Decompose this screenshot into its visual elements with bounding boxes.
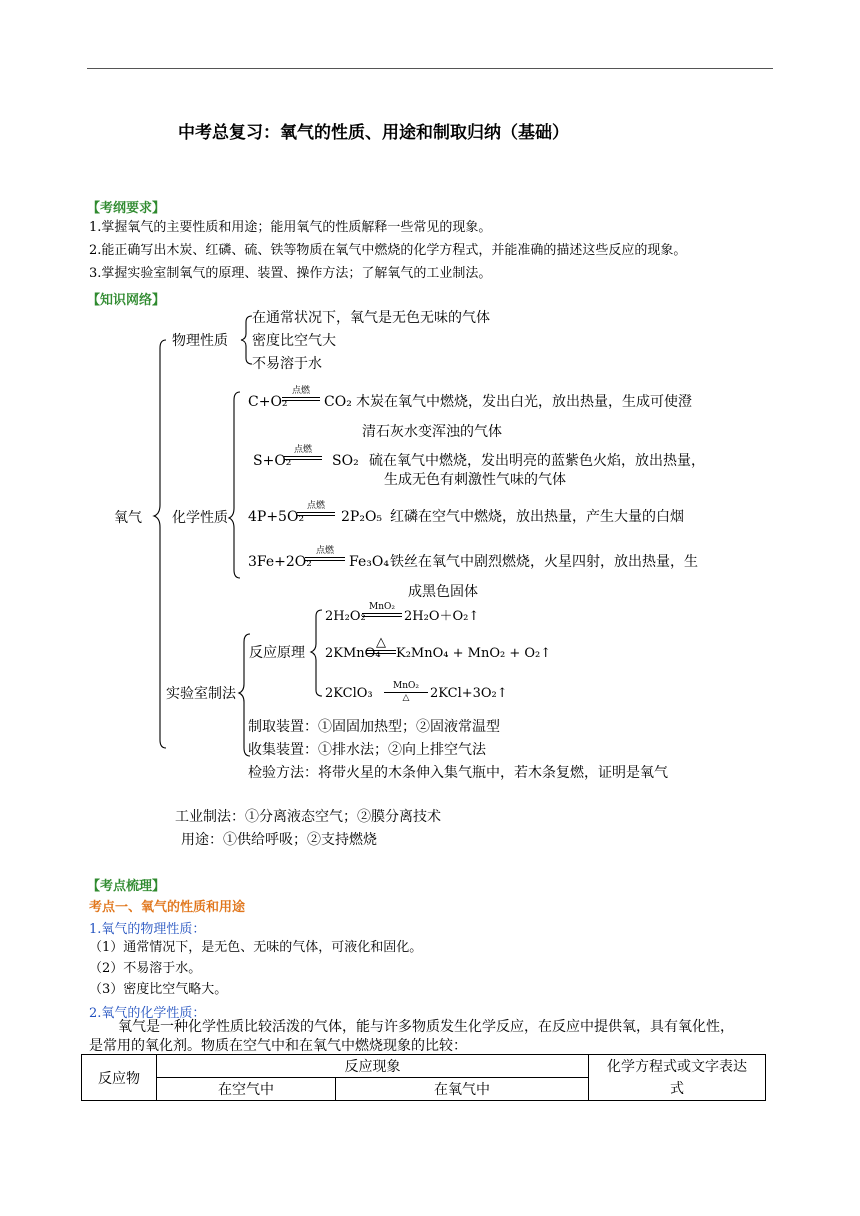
kaogang-heading: 【考纲要求】 bbox=[87, 201, 166, 216]
brace-principle bbox=[311, 610, 322, 696]
reaction-2-condition: 点燃 bbox=[284, 445, 322, 460]
lab-apparatus: 制取装置：①固固加热型；②固液常温型 bbox=[248, 719, 500, 735]
physical-item-1: 在通常状况下，氧气是无色无味的气体 bbox=[252, 310, 490, 326]
lab-eq-1-left: 2H₂O₂ bbox=[325, 609, 366, 624]
reaction-1-left: C+O₂ bbox=[248, 394, 288, 410]
physical-item-3: 不易溶于水 bbox=[252, 356, 322, 372]
reaction-2-desc-cont: 生成无色有刺激性气味的气体 bbox=[384, 472, 566, 488]
reaction-1-condition: 点燃 bbox=[282, 386, 320, 401]
reaction-1-right: CO₂ bbox=[324, 394, 352, 410]
reaction-3-desc: 红磷在空气中燃烧，放出热量，产生大量的白烟 bbox=[390, 509, 684, 525]
brace-root bbox=[154, 340, 166, 748]
lab-collection: 收集装置：①排水法；②向上排空气法 bbox=[248, 742, 486, 758]
chem-paragraph-line-2: 是常用的氧化剂。物质在空气中和在氧气中燃烧现象的比较： bbox=[89, 1038, 467, 1054]
principle-label: 反应原理 bbox=[249, 645, 305, 661]
reaction-3-right: 2P₂O₅ bbox=[341, 509, 383, 525]
page-title: 中考总复习：氧气的性质、用途和制取归纳（基础） bbox=[178, 123, 569, 143]
lab-eq-1-right: 2H₂O＋O₂↑ bbox=[404, 609, 480, 624]
network-heading: 【知识网络】 bbox=[87, 293, 166, 308]
chemical-properties-title: 2.氧气的化学性质： bbox=[89, 1006, 206, 1021]
lab-eq-3-right: 2KCl+3O₂↑ bbox=[430, 686, 508, 701]
kaogang-item-3: 3.掌握实验室制氧气的原理、装置、操作方法；了解氧气的工业制法。 bbox=[89, 266, 492, 281]
physical-label: 物理性质 bbox=[172, 333, 228, 349]
reaction-1-desc: 木炭在氧气中燃烧，发出白光，放出热量，生成可使澄 bbox=[356, 394, 692, 410]
reaction-2-desc: 硫在氧气中燃烧，发出明亮的蓝紫色火焰，放出热量， bbox=[369, 453, 705, 469]
reaction-4-left: 3Fe+2O₂ bbox=[248, 554, 312, 570]
lab-test: 检验方法：将带火星的木条伸入集气瓶中，若木条复燃，证明是氧气 bbox=[248, 765, 668, 781]
reaction-2-left: S+O₂ bbox=[253, 453, 292, 469]
network-root: 氧气 bbox=[114, 510, 142, 526]
lab-label: 实验室制法 bbox=[166, 686, 236, 702]
table-header-phenomenon: 反应现象 bbox=[157, 1055, 589, 1078]
physical-properties-title: 1.氧气的物理性质： bbox=[89, 922, 206, 937]
physical-item-2: 密度比空气大 bbox=[252, 333, 336, 349]
industrial-method: 工业制法：①分离液态空气；②膜分离技术 bbox=[175, 809, 441, 825]
phys-item-2: （2）不易溶于水。 bbox=[89, 961, 202, 976]
reaction-2-right: SO₂ bbox=[332, 453, 359, 469]
kaodian-heading: 【考点梳理】 bbox=[87, 879, 166, 894]
table-header-in-oxygen: 在氧气中 bbox=[336, 1078, 589, 1101]
chemical-label: 化学性质 bbox=[172, 510, 228, 526]
table-header-equation: 化学方程式或文字表达 式 bbox=[589, 1055, 766, 1101]
kaogang-item-2: 2.能正确写出木炭、红磷、硫、铁等物质在氧气中燃烧的化学方程式，并能准确的描述这些反应的现象。 bbox=[89, 243, 687, 258]
reaction-1-desc-cont: 清石灰水变浑浊的气体 bbox=[362, 424, 502, 440]
lab-eq-2-right: K₂MnO₄ + MnO₂ + O₂↑ bbox=[396, 646, 552, 661]
lab-eq-2-left: 2KMnO₄ bbox=[325, 646, 381, 661]
kaodian-point-1: 考点一、氧气的性质和用途 bbox=[89, 900, 246, 915]
reaction-4-desc: 铁丝在氧气中剧烈燃烧，火星四射，放出热量，生 bbox=[390, 554, 698, 570]
lab-eq-2-condition: △ bbox=[366, 637, 396, 654]
phys-item-3: （3）密度比空气略大。 bbox=[89, 982, 228, 997]
chem-paragraph-line-1: 氧气是一种化学性质比较活泼的气体，能与许多物质发生化学反应，在反应中提供氧，具有氧化性， bbox=[118, 1019, 734, 1035]
lab-eq-3-left: 2KClO₃ bbox=[325, 686, 373, 701]
brace-physical bbox=[241, 316, 252, 364]
reaction-4-condition: 点燃 bbox=[305, 546, 345, 561]
kaogang-item-1: 1.掌握氧气的主要性质和用途；能用氧气的性质解释一些常见的现象。 bbox=[89, 220, 492, 235]
reaction-3-left: 4P+5O₂ bbox=[248, 509, 305, 525]
comparison-table bbox=[81, 1054, 766, 1101]
oxygen-uses: 用途：①供给呼吸；②支持燃烧 bbox=[181, 832, 377, 848]
table-header-in-air: 在空气中 bbox=[157, 1078, 336, 1101]
brace-chemical bbox=[229, 392, 240, 578]
lab-eq-1-condition: MnO₂ bbox=[362, 602, 402, 617]
reaction-4-desc-cont: 成黑色固体 bbox=[408, 584, 478, 600]
phys-item-1: （1）通常情况下，是无色、无味的气体，可液化和固化。 bbox=[89, 940, 423, 955]
lab-eq-3-condition: MnO₂ △ bbox=[384, 681, 428, 703]
table-header-reactant: 反应物 bbox=[82, 1055, 157, 1101]
reaction-3-condition: 点燃 bbox=[297, 501, 335, 516]
reaction-4-right: Fe₃O₄ bbox=[349, 554, 389, 570]
